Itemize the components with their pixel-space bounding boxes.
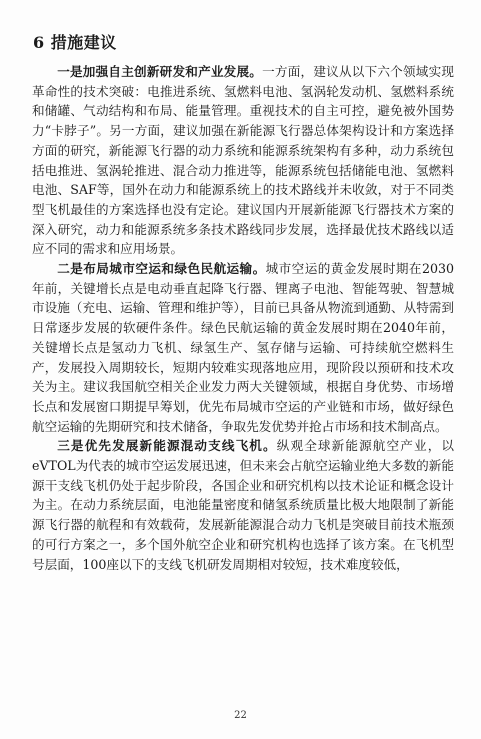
paragraph-3: [32, 436, 454, 574]
paragraph-1-lead: 一是加强自主创新研发和产业发展。: [57, 64, 263, 79]
paragraph-2-lead: 二是布局城市空运和绿色民航运输。: [57, 261, 266, 277]
section-heading: 6 措施建议: [33, 33, 117, 52]
paragraph-2: [32, 259, 454, 436]
paragraph-3-lead: 三是优先发展新能源混动支线飞机。: [57, 438, 277, 454]
paragraph-1: [32, 62, 454, 259]
body-text: [32, 62, 454, 574]
paragraph-1-text: 一方面，建议从以下六个领域实现革命性的技术突破：电推进系统、氢燃料电池、氢涡轮发动机、氢燃料系统和储罐、气动结构和布局、能量管理。重视技术的自主可控，避免被外国势力“卡脖子”。另一方面，建议加强在新能源飞行器总体架构设计和方案选择方面的研究，新能源飞行器的动力系统和能源系统架构有多种，动力系统包括电推进、氢涡轮推进、混合动力推进等，能源系统包括储能电池、氢燃料电池、SAF等，国外在动力和能源系统上的技术路线并未收敛，对于不同类型飞机最佳的方案选择也没有定论。建议国内开展新能源飞行器技术方案的深入研究，动力和能源系统多条技术路线同步发展，选择最优技术路线以适应不同的需求和应用场景。: [32, 64, 455, 257]
page-number: 22: [234, 710, 247, 721]
paragraph-3-text: 纵观全球新能源航空产业，以eVTOL为代表的城市空运发展迅速，但未来会占航空运输业绝大多数的新能源干支线飞机仍处于起步阶段，各国企业和研究机构以技术论证和概念设计为主。在动力系统层面，电池能量密度和储氢系统质量比极大地限制了新能源飞行器的航程和有效载荷，发展新能源混合动力飞机是突破目前技术瓶颈的可行方案之一，多个国外航空企业和研究机构也选择了该方案。在飞机型号层面，100座以下的支线飞机研发周期相对较短，技术难度较低，: [32, 438, 455, 572]
paragraph-2-text: 城市空运的黄金发展时期在2030年前，关键增长点是电动垂直起降飞行器、锂离子电池、智能驾驶、智慧城市设施（充电、运输、管理和维护等），目前已具备从物流到通勤、从特需到日常逐步发展的软硬件条件。绿色民航运输的黄金发展时期在2040年前，关键增长点是氢动力飞机、绿氢生产、氢存储与运输、可持续航空燃料生产，发展投入周期较长，短期内较难实现落地应用，现阶段以预研和技术攻关为主。建议我国航空相关企业发力两大关键领域，根据自身优势、市场增长点和发展窗口期提早筹划，优先布局城市空运的产业链和市场，做好绿色航空运输的先期研究和技术储备，争取先发优势并抢占市场和技术制高点。: [32, 261, 454, 434]
